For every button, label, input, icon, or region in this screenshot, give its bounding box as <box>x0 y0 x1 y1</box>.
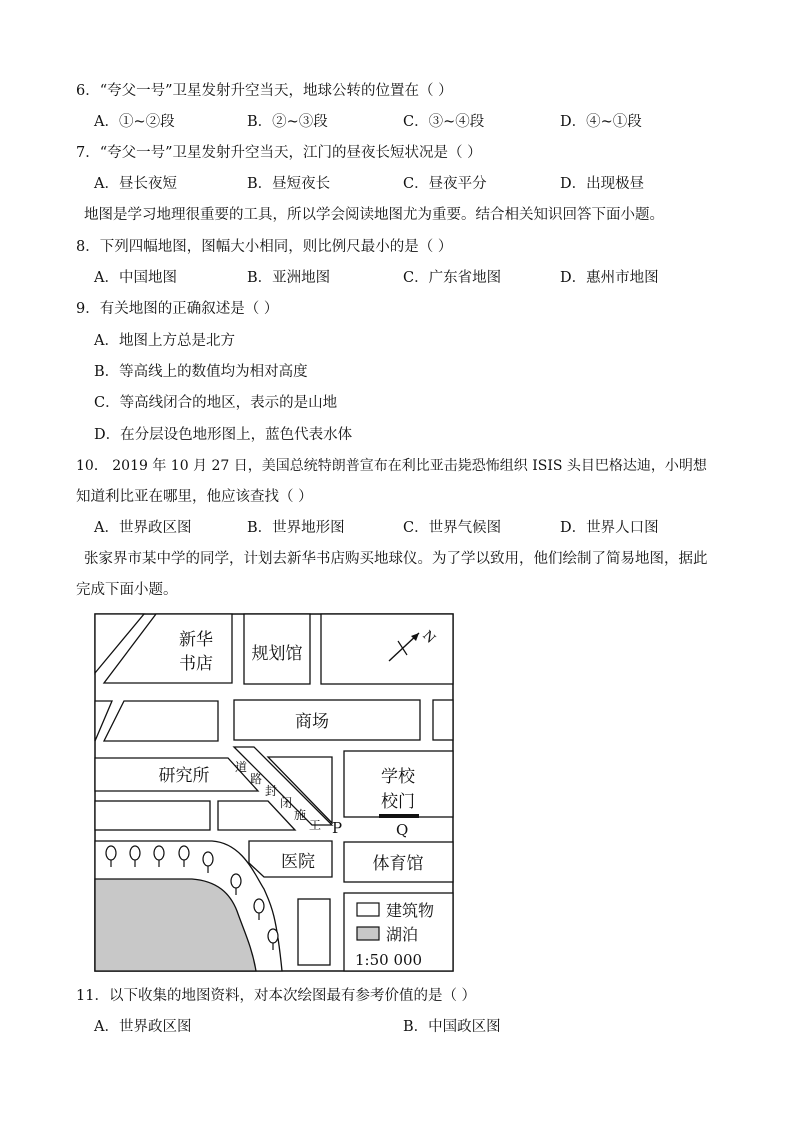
school-gate-marker <box>379 814 419 818</box>
q7-option-d: D．出现极昼 <box>560 176 645 192</box>
label-hospital: 医院 <box>281 852 315 872</box>
q9-option-c: C．等高线闭合的地区，表示的是山地 <box>94 395 338 411</box>
q8-stem: 8．下列四幅地图，图幅大小相同，则比例尺最小的是（ ） <box>76 239 453 255</box>
label-institute: 研究所 <box>158 766 210 786</box>
q11-option-b: B．中国政区图 <box>403 1019 501 1035</box>
label-xinhua-2: 书店 <box>179 654 213 674</box>
q8-option-b: B．亚洲地图 <box>247 270 331 286</box>
q6-option-c: C．③~④段 <box>403 114 485 130</box>
road-closed-char-6: 工 <box>309 818 322 832</box>
label-planning-hall: 规划馆 <box>251 644 303 664</box>
road-closed-char-3: 封 <box>265 784 278 798</box>
q7-stem: 7．“夸父一号”卫星发射升空当天，江门的昼夜长短状况是（ ） <box>76 145 482 161</box>
q10-option-b: B．世界地形图 <box>247 520 345 536</box>
q8-option-c: C．广东省地图 <box>403 270 502 286</box>
block-lower-left-rect <box>95 801 210 830</box>
block-left-row2-b <box>104 701 218 741</box>
q6-option-a: A．①~②段 <box>94 114 175 130</box>
q9-option-b: B．等高线上的数值均为相对高度 <box>94 364 308 380</box>
q11-stem: 11．以下收集的地图资料，对本次绘图最有参考价值的是（ ） <box>76 988 477 1004</box>
q10-stem-line1: 10． 2019 年 10 月 27 日，美国总统特朗普宣布在利比亚击毙恐怖组织 ISIS 头目巴格达迪，小明想 <box>76 458 707 474</box>
intro-maps: 地图是学习地理很重要的工具，所以学会阅读地图尤为重要。结合相关知识回答下面小题。 <box>84 207 664 223</box>
label-north: N <box>419 628 438 647</box>
q10-option-c: C．世界气候图 <box>403 520 502 536</box>
q9-option-a: A．地图上方总是北方 <box>94 333 235 349</box>
label-mall: 商场 <box>295 712 329 732</box>
road-closed-char-2: 路 <box>250 772 263 786</box>
legend-lake-label: 湖泊 <box>386 925 419 944</box>
road-closed-char-5: 施 <box>294 808 307 822</box>
building-narrow <box>298 899 330 965</box>
q7-option-b: B．昼短夜长 <box>247 176 331 192</box>
legend-building-label: 建筑物 <box>386 901 435 920</box>
q6-option-b: B．②~③段 <box>247 114 328 130</box>
q11-option-a: A．世界政区图 <box>94 1019 192 1035</box>
label-point-q: Q <box>396 821 409 839</box>
label-point-p: P <box>332 819 343 837</box>
block-top-right <box>321 614 453 684</box>
q8-option-a: A．中国地图 <box>94 270 177 286</box>
label-xinhua-1: 新华 <box>179 630 213 650</box>
label-gym: 体育馆 <box>372 854 424 874</box>
q10-option-a: A．世界政区图 <box>94 520 192 536</box>
q10-stem-line2: 知道利比亚在哪里，他应该查找（ ） <box>76 489 313 505</box>
legend-lake-swatch <box>357 927 379 940</box>
label-school-gate: 校门 <box>381 792 415 812</box>
block-right-row2 <box>433 700 453 740</box>
q6-option-d: D．④~①段 <box>560 114 642 130</box>
q9-stem: 9．有关地图的正确叙述是（ ） <box>76 301 279 317</box>
q6-stem: 6．“夸父一号”卫星发射升空当天，地球公转的位置在（ ） <box>76 83 453 99</box>
legend-building-swatch <box>357 903 379 916</box>
map-scale: 1:50 000 <box>355 951 423 969</box>
q10-option-d: D．世界人口图 <box>560 520 659 536</box>
campus-map <box>92 611 456 973</box>
road-closed-char-4: 闭 <box>280 796 293 810</box>
road-closed-char-1: 道 <box>235 760 248 774</box>
intro-map-task-line1: 张家界市某中学的同学，计划去新华书店购买地球仪。为了学以致用，他们绘制了简易地图，据此 <box>84 551 708 567</box>
label-school: 学校 <box>381 767 415 787</box>
q7-option-a: A．昼长夜短 <box>94 176 177 192</box>
q8-option-d: D．惠州市地图 <box>560 270 659 286</box>
intro-map-task-line2: 完成下面小题。 <box>76 582 178 598</box>
q7-option-c: C．昼夜平分 <box>403 176 487 192</box>
q9-option-d: D．在分层设色地形图上，蓝色代表水体 <box>94 427 353 443</box>
